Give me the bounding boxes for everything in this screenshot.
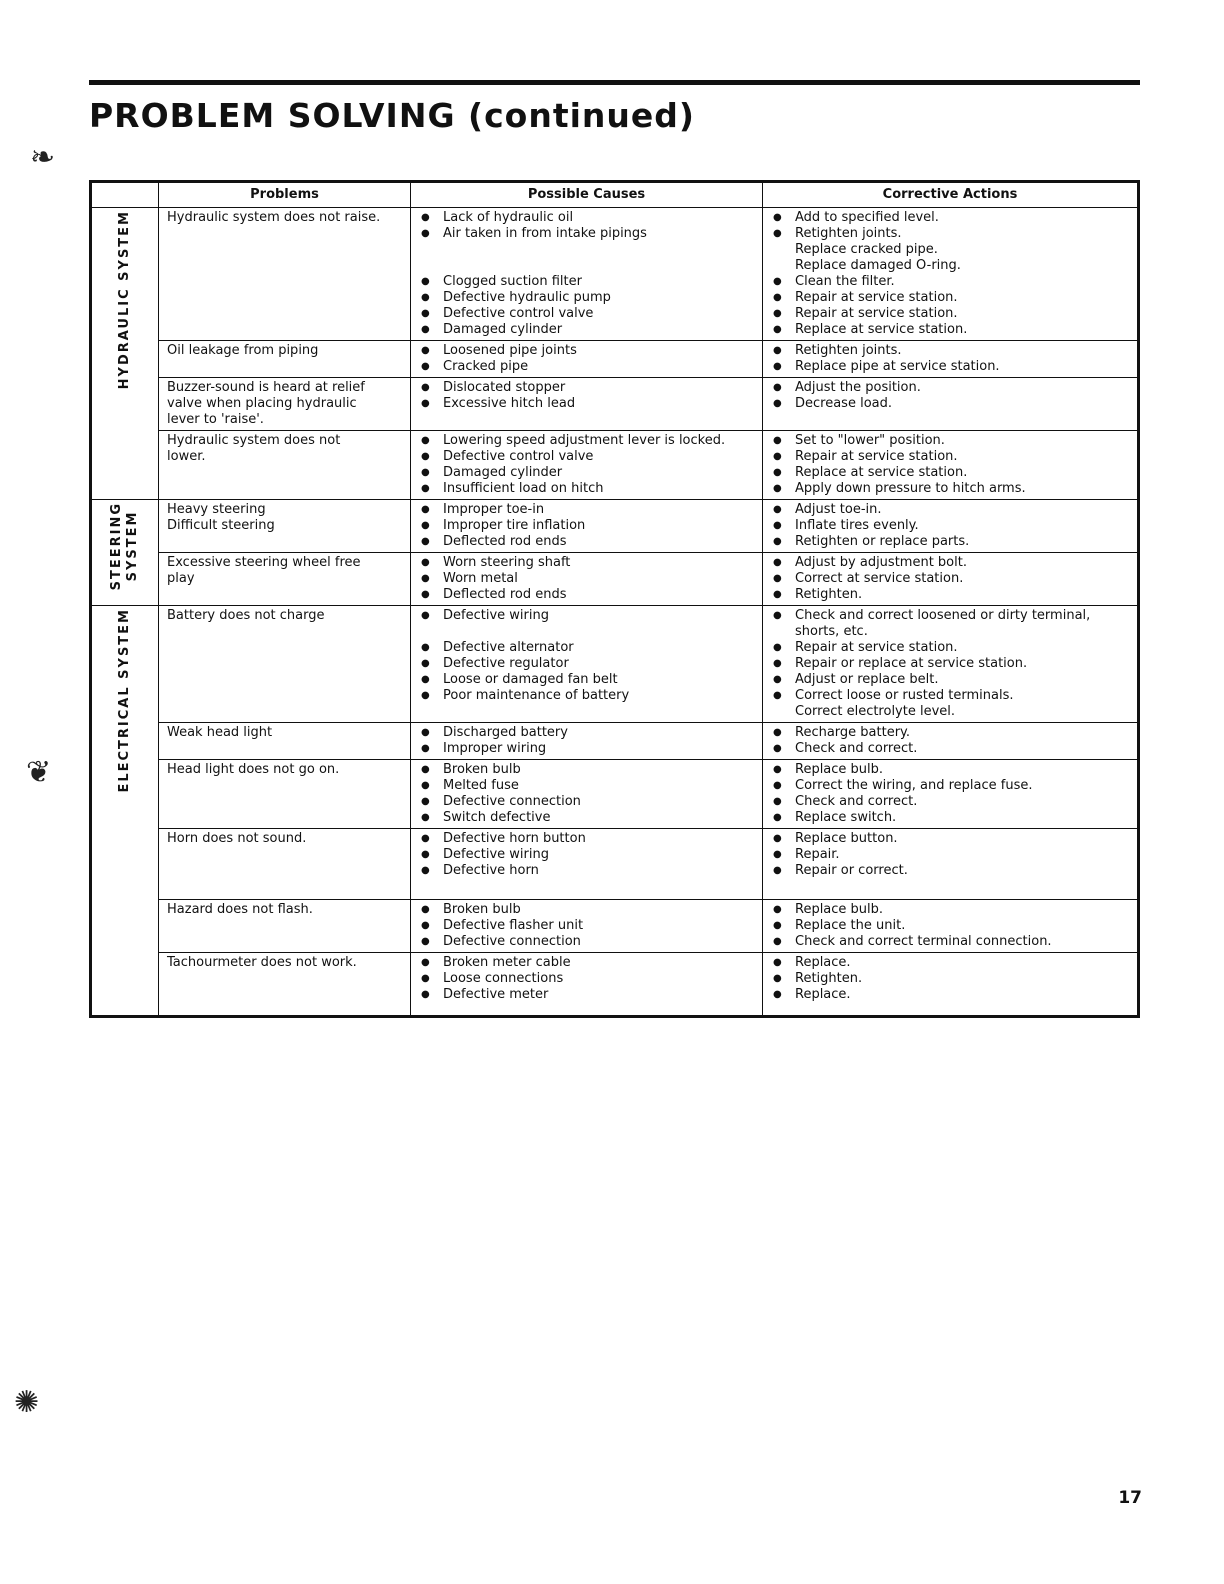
problem-cell — [159, 341, 411, 378]
actions-cell — [763, 606, 1139, 723]
list-item: ● Recharge battery. — [771, 725, 1129, 741]
problem-cell — [159, 606, 411, 723]
causes-cell — [411, 431, 763, 500]
system-label-line: ELECTRICAL SYSTEM — [117, 608, 132, 793]
list-item: ● Defective hydraulic pump — [419, 290, 754, 306]
causes-list — [419, 902, 754, 950]
causes-cell — [411, 378, 763, 431]
list-item-continuation: shorts, etc. — [795, 624, 868, 639]
actions-list — [771, 210, 1129, 338]
causes-cell — [411, 900, 763, 953]
list-item: ● Retighten or replace parts. — [771, 534, 1129, 550]
actions-cell — [763, 500, 1139, 553]
list-item: ● Replace bulb. — [771, 902, 1129, 918]
list-item: ● Replace switch. — [771, 810, 1129, 826]
list-item: ● Replace the unit. — [771, 918, 1129, 934]
list-item: ● Retighten joints. — [771, 343, 1129, 359]
causes-cell — [411, 760, 763, 829]
system-label-text — [109, 502, 141, 590]
list-item: ● Adjust or replace belt. — [771, 672, 1129, 688]
list-item: ● Loose or damaged fan belt — [419, 672, 754, 688]
scan-smudge-icon: ✺ — [14, 1385, 40, 1420]
causes-list — [419, 955, 754, 1003]
actions-cell — [763, 829, 1139, 900]
causes-list — [419, 608, 754, 704]
problem-cell — [159, 500, 411, 553]
causes-list — [419, 725, 754, 757]
list-item: ● Defective control valve — [419, 306, 754, 322]
causes-list — [419, 831, 754, 879]
list-item: ● Check and correct. — [771, 794, 1129, 810]
actions-header: Corrective Actions — [763, 182, 1139, 208]
list-item: ● Defective meter — [419, 987, 754, 1003]
table-row — [91, 378, 1139, 431]
list-item: ● Check and correct loosened or dirty terminal, — [771, 608, 1129, 624]
list-item: ● Repair or correct. — [771, 863, 1129, 879]
table-row — [91, 341, 1139, 378]
problem-text: Hydraulic system does not — [167, 433, 341, 448]
causes-list — [419, 502, 754, 550]
problem-text: valve when placing hydraulic — [167, 396, 357, 411]
problem-text: lever to 'raise'. — [167, 412, 264, 427]
list-item: ● Defective connection — [419, 934, 754, 950]
list-item: ● Repair or replace at service station. — [771, 656, 1129, 672]
system-label-text — [117, 608, 133, 793]
scan-smudge-icon: ❧ — [30, 140, 56, 175]
list-item: ● Worn metal — [419, 571, 754, 587]
list-item: ● Damaged cylinder — [419, 465, 754, 481]
list-item: ● Damaged cylinder — [419, 322, 754, 338]
causes-cell — [411, 723, 763, 760]
list-item: ● Loosened pipe joints — [419, 343, 754, 359]
system-label-text — [117, 210, 133, 389]
list-item: ● Replace at service station. — [771, 465, 1129, 481]
list-item: ● Replace button. — [771, 831, 1129, 847]
problem-cell — [159, 378, 411, 431]
problem-cell — [159, 829, 411, 900]
list-item: ● Retighten. — [771, 971, 1129, 987]
list-item: ● Replace bulb. — [771, 762, 1129, 778]
problem-text: lower. — [167, 449, 206, 464]
table-row — [91, 900, 1139, 953]
scan-smudge-icon: ❦ — [26, 755, 52, 790]
list-item: ● Defective regulator — [419, 656, 754, 672]
actions-list — [771, 955, 1129, 1003]
list-item: ● Replace pipe at service station. — [771, 359, 1129, 375]
list-item: ● Lack of hydraulic oil — [419, 210, 754, 226]
list-item-continuation: Correct electrolyte level. — [795, 704, 956, 719]
causes-list — [419, 762, 754, 826]
actions-cell — [763, 341, 1139, 378]
problem-text: Buzzer-sound is heard at relief — [167, 380, 365, 395]
list-item: ● Air taken in from intake pipings — [419, 226, 754, 242]
top-rule — [89, 80, 1140, 85]
table-row — [91, 431, 1139, 500]
list-item: ● Deflected rod ends — [419, 534, 754, 550]
causes-cell — [411, 553, 763, 606]
system-header — [91, 182, 159, 208]
table-row — [91, 500, 1139, 553]
list-item: ● Apply down pressure to hitch arms. — [771, 481, 1129, 497]
list-item: ● Defective alternator — [419, 640, 754, 656]
list-item: ● Add to specified level. — [771, 210, 1129, 226]
problem-cell — [159, 953, 411, 1017]
actions-list — [771, 725, 1129, 757]
list-item: ● Dislocated stopper — [419, 380, 754, 396]
list-item: ● Insufficient load on hitch — [419, 481, 754, 497]
problem-cell — [159, 208, 411, 341]
list-item: ● Defective wiring — [419, 847, 754, 863]
list-item: ● Check and correct. — [771, 741, 1129, 757]
problem-cell — [159, 760, 411, 829]
causes-cell — [411, 829, 763, 900]
list-item: ● Cracked pipe — [419, 359, 754, 375]
list-item: ● Set to "lower" position. — [771, 433, 1129, 449]
problem-text: Hydraulic system does not raise. — [167, 210, 381, 225]
list-item: ● Repair at service station. — [771, 449, 1129, 465]
causes-header: Possible Causes — [411, 182, 763, 208]
list-item: ● Deflected rod ends — [419, 587, 754, 603]
list-item: ● Inflate tires evenly. — [771, 518, 1129, 534]
causes-cell — [411, 500, 763, 553]
list-item-continuation: Replace damaged O-ring. — [795, 258, 961, 273]
system-label-electrical — [91, 606, 159, 1017]
causes-cell — [411, 953, 763, 1017]
list-item: ● Improper tire inflation — [419, 518, 754, 534]
problem-text: Weak head light — [167, 725, 273, 740]
list-item: ● Correct the wiring, and replace fuse. — [771, 778, 1129, 794]
list-item: ● Clogged suction filter — [419, 274, 754, 290]
problem-cell — [159, 900, 411, 953]
problem-text: Heavy steering — [167, 502, 266, 517]
table-row — [91, 953, 1139, 1017]
causes-list — [419, 433, 754, 497]
list-item: ● Loose connections — [419, 971, 754, 987]
problem-text: Hazard does not flash. — [167, 902, 313, 917]
problems-header: Problems — [159, 182, 411, 208]
actions-cell — [763, 431, 1139, 500]
list-item: ● Repair at service station. — [771, 306, 1129, 322]
actions-cell — [763, 378, 1139, 431]
list-spacer — [419, 258, 754, 274]
list-item: ● Retighten. — [771, 587, 1129, 603]
page-number: 17 — [1118, 1488, 1142, 1508]
list-item: ● Replace. — [771, 987, 1129, 1003]
actions-list — [771, 433, 1129, 497]
list-item: ● Lowering speed adjustment lever is locked. — [419, 433, 754, 449]
problem-text: Excessive steering wheel free — [167, 555, 361, 570]
problem-text: Tachourmeter does not work. — [167, 955, 357, 970]
list-item: ● Improper wiring — [419, 741, 754, 757]
list-item: ● Broken meter cable — [419, 955, 754, 971]
system-label-line: STEERING — [109, 502, 124, 591]
list-item: ● Repair. — [771, 847, 1129, 863]
problem-solving-table — [89, 180, 1140, 1018]
actions-cell — [763, 760, 1139, 829]
table-row — [91, 553, 1139, 606]
causes-list — [419, 380, 754, 412]
problem-text: Horn does not sound. — [167, 831, 307, 846]
list-item-continuation: Replace cracked pipe. — [795, 242, 938, 257]
list-item: ● Repair at service station. — [771, 290, 1129, 306]
list-item: ● Decrease load. — [771, 396, 1129, 412]
list-item: ● Adjust toe-in. — [771, 502, 1129, 518]
problem-cell — [159, 723, 411, 760]
list-item: ● Improper toe-in — [419, 502, 754, 518]
actions-list — [771, 380, 1129, 412]
list-item: ● Correct at service station. — [771, 571, 1129, 587]
list-item: ● Broken bulb — [419, 762, 754, 778]
list-item: ● Repair at service station. — [771, 640, 1129, 656]
list-item: ● Defective control valve — [419, 449, 754, 465]
table-row — [91, 723, 1139, 760]
list-item: ● Defective flasher unit — [419, 918, 754, 934]
causes-cell — [411, 606, 763, 723]
causes-cell — [411, 341, 763, 378]
actions-cell — [763, 553, 1139, 606]
table-row — [91, 760, 1139, 829]
list-spacer — [419, 242, 754, 258]
list-item: ● Switch defective — [419, 810, 754, 826]
list-item: ● Poor maintenance of battery — [419, 688, 754, 704]
list-item: ● Adjust the position. — [771, 380, 1129, 396]
causes-list — [419, 555, 754, 603]
system-label-steering — [91, 500, 159, 606]
actions-list — [771, 502, 1129, 550]
list-item: ● Clean the filter. — [771, 274, 1129, 290]
table-header-row — [91, 182, 1139, 208]
list-item: ● Correct loose or rusted terminals. — [771, 688, 1129, 704]
actions-cell — [763, 208, 1139, 341]
list-item: ● Discharged battery — [419, 725, 754, 741]
actions-cell — [763, 953, 1139, 1017]
causes-cell — [411, 208, 763, 341]
list-item: ● Worn steering shaft — [419, 555, 754, 571]
actions-list — [771, 762, 1129, 826]
page-title: PROBLEM SOLVING (continued) — [89, 96, 695, 135]
problem-text: Oil leakage from piping — [167, 343, 319, 358]
system-label-line: HYDRAULIC SYSTEM — [117, 210, 132, 390]
list-item: ● Defective connection — [419, 794, 754, 810]
list-item: ● Adjust by adjustment bolt. — [771, 555, 1129, 571]
table-row — [91, 606, 1139, 723]
list-item: ● Defective horn button — [419, 831, 754, 847]
problem-text: play — [167, 571, 195, 586]
actions-list — [771, 555, 1129, 603]
problem-cell — [159, 553, 411, 606]
problem-text: Head light does not go on. — [167, 762, 340, 777]
system-label-line: SYSTEM — [125, 510, 140, 582]
problem-cell — [159, 431, 411, 500]
causes-list — [419, 343, 754, 375]
list-spacer — [419, 624, 754, 640]
list-item: ● Defective wiring — [419, 608, 754, 624]
table-row — [91, 208, 1139, 341]
list-item: ● Check and correct terminal connection. — [771, 934, 1129, 950]
list-item: ● Retighten joints. — [771, 226, 1129, 242]
list-item: ● Melted fuse — [419, 778, 754, 794]
actions-list — [771, 902, 1129, 950]
list-item: ● Defective horn — [419, 863, 754, 879]
actions-list — [771, 608, 1129, 720]
problem-text: Difficult steering — [167, 518, 275, 533]
causes-list — [419, 210, 754, 338]
list-item: ● Broken bulb — [419, 902, 754, 918]
problem-text: Battery does not charge — [167, 608, 325, 623]
actions-cell — [763, 900, 1139, 953]
list-item: ● Replace. — [771, 955, 1129, 971]
list-item: ● Excessive hitch lead — [419, 396, 754, 412]
list-item: ● Replace at service station. — [771, 322, 1129, 338]
actions-cell — [763, 723, 1139, 760]
actions-list — [771, 831, 1129, 879]
table-row — [91, 829, 1139, 900]
system-label-hydraulic — [91, 208, 159, 500]
actions-list — [771, 343, 1129, 375]
